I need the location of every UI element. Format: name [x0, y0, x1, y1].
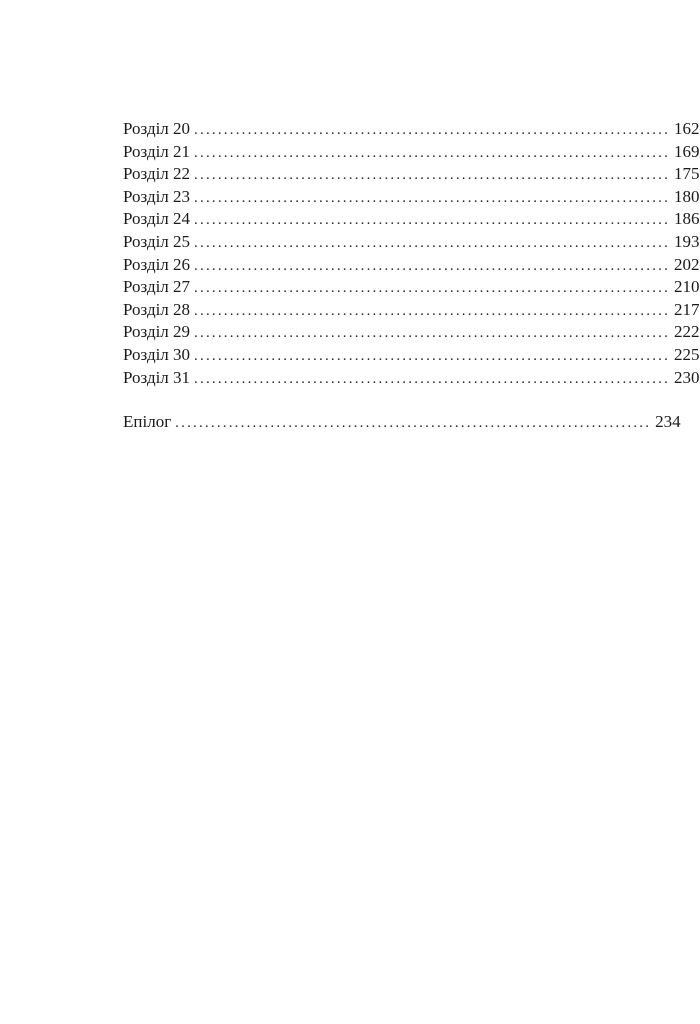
toc-entry-title: Розділ 28	[123, 299, 191, 319]
toc-entry	[123, 231, 700, 254]
toc-entry-epilogue	[123, 411, 681, 434]
toc-entry-page: 230	[674, 367, 700, 387]
dot-leader: ................................................................................	[194, 189, 671, 206]
toc-entry-page: 222	[674, 322, 700, 342]
toc-entry	[123, 208, 700, 231]
toc-entry	[123, 276, 700, 299]
toc-entry-page: 169	[674, 141, 700, 161]
dot-leader: ................................................................................	[194, 234, 671, 251]
toc-entry-page: 217	[674, 299, 700, 319]
dot-leader: ................................................................................	[194, 280, 671, 297]
toc-entry-page: 162	[674, 119, 700, 138]
toc-entry-title: Розділ 31	[123, 367, 191, 387]
toc-entry-title: Розділ 20	[123, 119, 191, 138]
toc-entry-title: Розділ 29	[123, 322, 191, 342]
toc-entry	[123, 254, 700, 277]
toc-entry-page: 193	[674, 231, 700, 251]
toc-entry	[123, 321, 700, 344]
toc-entry	[123, 344, 700, 367]
toc-entry-page: 175	[674, 164, 700, 184]
dot-leader: ................................................................................	[194, 370, 671, 387]
dot-leader: ................................................................................	[194, 122, 671, 138]
toc-entry-page: 234	[655, 412, 681, 432]
dot-leader: ................................................................................	[194, 144, 671, 161]
toc-entry-title: Розділ 27	[123, 277, 191, 297]
toc-entry-page: 180	[674, 186, 700, 206]
toc-entry-page: 210	[674, 277, 700, 297]
dot-leader: ................................................................................	[194, 302, 671, 319]
toc-entry-title: Розділ 30	[123, 344, 191, 364]
dot-leader: ................................................................................	[194, 212, 671, 229]
table-of-contents	[123, 118, 700, 434]
toc-entry-page: 186	[674, 209, 700, 229]
toc-entry	[123, 163, 700, 186]
dot-leader: ................................................................................	[194, 325, 671, 342]
toc-entry-title: Епілог	[123, 412, 172, 432]
toc-entry	[123, 118, 700, 141]
toc-entry-title: Розділ 21	[123, 141, 191, 161]
toc-entry	[123, 141, 700, 164]
toc-spacer	[123, 389, 561, 411]
toc-entry-title: Розділ 26	[123, 254, 191, 274]
toc-entry	[123, 367, 700, 390]
dot-leader: ................................................................................	[194, 347, 671, 364]
toc-entry-title: Розділ 24	[123, 209, 191, 229]
dot-leader: ................................................................................	[175, 415, 652, 432]
toc-entry-page: 202	[674, 254, 700, 274]
toc-entry-title: Розділ 22	[123, 164, 191, 184]
toc-entry	[123, 299, 700, 322]
toc-entry-page: 225	[674, 344, 700, 364]
dot-leader: ................................................................................	[194, 167, 671, 184]
toc-entry-title: Розділ 23	[123, 186, 191, 206]
dot-leader: ................................................................................	[194, 257, 671, 274]
toc-entry-title: Розділ 25	[123, 231, 191, 251]
toc-entry	[123, 186, 700, 209]
